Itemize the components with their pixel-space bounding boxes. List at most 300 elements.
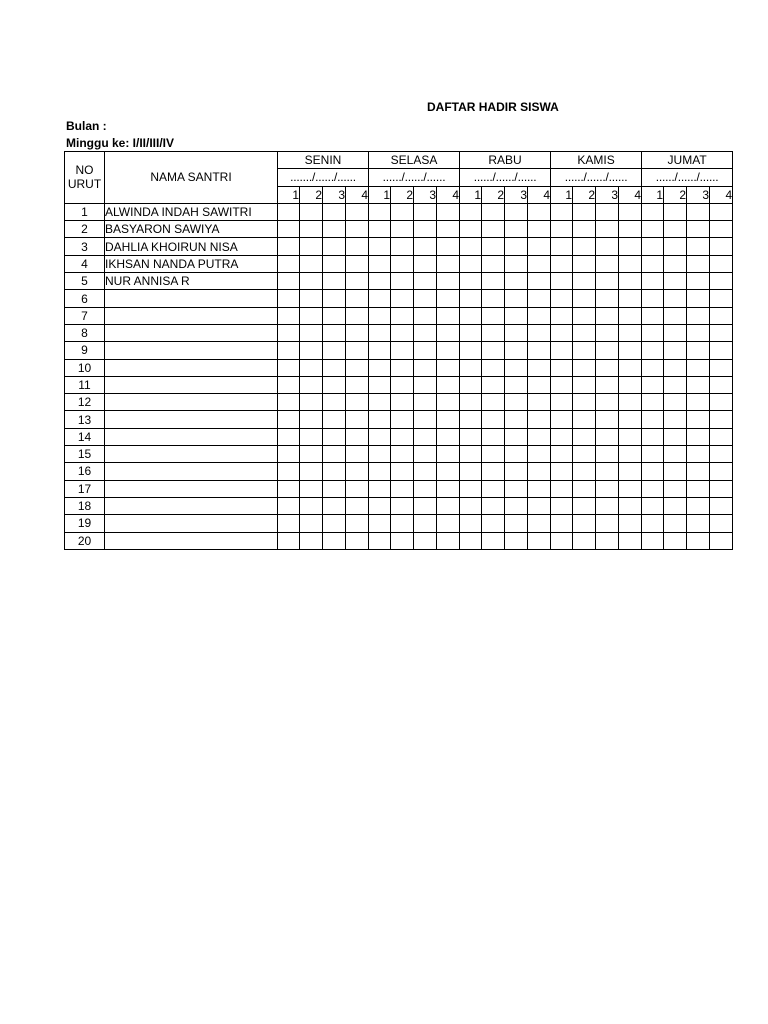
attendance-cell[interactable] bbox=[369, 446, 391, 463]
attendance-cell[interactable] bbox=[391, 324, 414, 341]
attendance-cell[interactable] bbox=[710, 515, 733, 532]
attendance-cell[interactable] bbox=[482, 359, 505, 376]
attendance-cell[interactable] bbox=[619, 359, 642, 376]
attendance-cell[interactable] bbox=[414, 376, 437, 393]
attendance-cell[interactable] bbox=[414, 515, 437, 532]
attendance-cell[interactable] bbox=[369, 411, 391, 428]
attendance-cell[interactable] bbox=[369, 255, 391, 272]
attendance-cell[interactable] bbox=[528, 221, 551, 238]
attendance-cell[interactable] bbox=[278, 255, 300, 272]
attendance-cell[interactable] bbox=[710, 359, 733, 376]
attendance-cell[interactable] bbox=[437, 273, 460, 290]
attendance-cell[interactable] bbox=[300, 342, 323, 359]
attendance-cell[interactable] bbox=[596, 394, 619, 411]
attendance-cell[interactable] bbox=[619, 376, 642, 393]
attendance-cell[interactable] bbox=[460, 342, 482, 359]
attendance-cell[interactable] bbox=[505, 342, 528, 359]
attendance-cell[interactable] bbox=[619, 255, 642, 272]
attendance-cell[interactable] bbox=[323, 238, 346, 255]
attendance-cell[interactable] bbox=[596, 515, 619, 532]
attendance-cell[interactable] bbox=[710, 255, 733, 272]
attendance-cell[interactable] bbox=[414, 359, 437, 376]
attendance-cell[interactable] bbox=[391, 532, 414, 549]
attendance-cell[interactable] bbox=[482, 307, 505, 324]
attendance-cell[interactable] bbox=[528, 497, 551, 514]
attendance-cell[interactable] bbox=[391, 515, 414, 532]
attendance-cell[interactable] bbox=[710, 307, 733, 324]
attendance-cell[interactable] bbox=[323, 463, 346, 480]
attendance-cell[interactable] bbox=[687, 515, 710, 532]
attendance-cell[interactable] bbox=[437, 324, 460, 341]
attendance-cell[interactable] bbox=[528, 203, 551, 220]
attendance-cell[interactable] bbox=[664, 376, 687, 393]
attendance-cell[interactable] bbox=[300, 376, 323, 393]
attendance-cell[interactable] bbox=[278, 221, 300, 238]
attendance-cell[interactable] bbox=[642, 463, 664, 480]
attendance-cell[interactable] bbox=[505, 359, 528, 376]
attendance-cell[interactable] bbox=[323, 342, 346, 359]
attendance-cell[interactable] bbox=[414, 203, 437, 220]
attendance-cell[interactable] bbox=[391, 255, 414, 272]
attendance-cell[interactable] bbox=[482, 480, 505, 497]
attendance-cell[interactable] bbox=[596, 255, 619, 272]
attendance-cell[interactable] bbox=[642, 497, 664, 514]
attendance-cell[interactable] bbox=[642, 238, 664, 255]
attendance-cell[interactable] bbox=[642, 273, 664, 290]
attendance-cell[interactable] bbox=[437, 532, 460, 549]
attendance-cell[interactable] bbox=[687, 255, 710, 272]
attendance-cell[interactable] bbox=[528, 411, 551, 428]
attendance-cell[interactable] bbox=[710, 480, 733, 497]
attendance-cell[interactable] bbox=[369, 515, 391, 532]
attendance-cell[interactable] bbox=[642, 480, 664, 497]
attendance-cell[interactable] bbox=[414, 290, 437, 307]
attendance-cell[interactable] bbox=[528, 446, 551, 463]
attendance-cell[interactable] bbox=[323, 376, 346, 393]
attendance-cell[interactable] bbox=[482, 342, 505, 359]
attendance-cell[interactable] bbox=[346, 307, 369, 324]
attendance-cell[interactable] bbox=[642, 324, 664, 341]
attendance-cell[interactable] bbox=[300, 411, 323, 428]
attendance-cell[interactable] bbox=[482, 515, 505, 532]
student-name[interactable] bbox=[105, 497, 278, 514]
attendance-cell[interactable] bbox=[573, 290, 596, 307]
attendance-cell[interactable] bbox=[369, 394, 391, 411]
attendance-cell[interactable] bbox=[551, 428, 573, 445]
attendance-cell[interactable] bbox=[505, 376, 528, 393]
attendance-cell[interactable] bbox=[278, 376, 300, 393]
attendance-cell[interactable] bbox=[528, 255, 551, 272]
attendance-cell[interactable] bbox=[278, 532, 300, 549]
student-name[interactable] bbox=[105, 376, 278, 393]
attendance-cell[interactable] bbox=[346, 273, 369, 290]
attendance-cell[interactable] bbox=[619, 394, 642, 411]
attendance-cell[interactable] bbox=[551, 290, 573, 307]
attendance-cell[interactable] bbox=[710, 342, 733, 359]
attendance-cell[interactable] bbox=[687, 463, 710, 480]
student-name[interactable] bbox=[105, 290, 278, 307]
attendance-cell[interactable] bbox=[482, 324, 505, 341]
attendance-cell[interactable] bbox=[346, 255, 369, 272]
attendance-cell[interactable] bbox=[505, 497, 528, 514]
attendance-cell[interactable] bbox=[573, 307, 596, 324]
attendance-cell[interactable] bbox=[414, 394, 437, 411]
attendance-cell[interactable] bbox=[391, 342, 414, 359]
attendance-cell[interactable] bbox=[664, 428, 687, 445]
attendance-cell[interactable] bbox=[278, 411, 300, 428]
student-name[interactable] bbox=[105, 324, 278, 341]
attendance-cell[interactable] bbox=[437, 203, 460, 220]
attendance-cell[interactable] bbox=[687, 290, 710, 307]
attendance-cell[interactable] bbox=[710, 221, 733, 238]
student-name[interactable] bbox=[105, 446, 278, 463]
student-name[interactable]: IKHSAN NANDA PUTRA bbox=[105, 255, 278, 272]
attendance-cell[interactable] bbox=[664, 342, 687, 359]
student-name[interactable] bbox=[105, 394, 278, 411]
attendance-cell[interactable] bbox=[391, 290, 414, 307]
attendance-cell[interactable] bbox=[346, 515, 369, 532]
attendance-cell[interactable] bbox=[346, 221, 369, 238]
attendance-cell[interactable] bbox=[278, 515, 300, 532]
attendance-cell[interactable] bbox=[369, 480, 391, 497]
attendance-cell[interactable] bbox=[300, 480, 323, 497]
attendance-cell[interactable] bbox=[391, 394, 414, 411]
attendance-cell[interactable] bbox=[551, 203, 573, 220]
student-name[interactable] bbox=[105, 532, 278, 549]
attendance-cell[interactable] bbox=[414, 307, 437, 324]
attendance-cell[interactable] bbox=[710, 324, 733, 341]
attendance-cell[interactable] bbox=[664, 411, 687, 428]
attendance-cell[interactable] bbox=[460, 515, 482, 532]
attendance-cell[interactable] bbox=[596, 446, 619, 463]
attendance-cell[interactable] bbox=[642, 255, 664, 272]
attendance-cell[interactable] bbox=[391, 497, 414, 514]
attendance-cell[interactable] bbox=[346, 238, 369, 255]
attendance-cell[interactable] bbox=[369, 203, 391, 220]
attendance-cell[interactable] bbox=[278, 342, 300, 359]
attendance-cell[interactable] bbox=[369, 359, 391, 376]
attendance-cell[interactable] bbox=[664, 532, 687, 549]
attendance-cell[interactable] bbox=[460, 324, 482, 341]
attendance-cell[interactable] bbox=[300, 446, 323, 463]
attendance-cell[interactable] bbox=[482, 203, 505, 220]
attendance-cell[interactable] bbox=[369, 532, 391, 549]
attendance-cell[interactable] bbox=[619, 497, 642, 514]
student-name[interactable] bbox=[105, 480, 278, 497]
attendance-cell[interactable] bbox=[278, 203, 300, 220]
attendance-cell[interactable] bbox=[664, 238, 687, 255]
attendance-cell[interactable] bbox=[505, 307, 528, 324]
student-name[interactable] bbox=[105, 463, 278, 480]
attendance-cell[interactable] bbox=[323, 221, 346, 238]
attendance-cell[interactable] bbox=[619, 515, 642, 532]
attendance-cell[interactable] bbox=[642, 359, 664, 376]
attendance-cell[interactable] bbox=[323, 394, 346, 411]
attendance-cell[interactable] bbox=[664, 497, 687, 514]
student-name[interactable]: BASYARON SAWIYA bbox=[105, 221, 278, 238]
attendance-cell[interactable] bbox=[278, 428, 300, 445]
attendance-cell[interactable] bbox=[278, 238, 300, 255]
attendance-cell[interactable] bbox=[642, 515, 664, 532]
attendance-cell[interactable] bbox=[619, 446, 642, 463]
attendance-cell[interactable] bbox=[596, 324, 619, 341]
attendance-cell[interactable] bbox=[460, 428, 482, 445]
attendance-cell[interactable] bbox=[642, 376, 664, 393]
attendance-cell[interactable] bbox=[323, 428, 346, 445]
attendance-cell[interactable] bbox=[437, 342, 460, 359]
attendance-cell[interactable] bbox=[687, 497, 710, 514]
attendance-cell[interactable] bbox=[596, 273, 619, 290]
attendance-cell[interactable] bbox=[482, 221, 505, 238]
attendance-cell[interactable] bbox=[619, 463, 642, 480]
attendance-cell[interactable] bbox=[596, 532, 619, 549]
attendance-cell[interactable] bbox=[505, 411, 528, 428]
attendance-cell[interactable] bbox=[391, 203, 414, 220]
attendance-cell[interactable] bbox=[437, 463, 460, 480]
attendance-cell[interactable] bbox=[573, 273, 596, 290]
attendance-cell[interactable] bbox=[391, 221, 414, 238]
attendance-cell[interactable] bbox=[300, 359, 323, 376]
attendance-cell[interactable] bbox=[346, 376, 369, 393]
attendance-cell[interactable] bbox=[573, 255, 596, 272]
attendance-cell[interactable] bbox=[528, 342, 551, 359]
attendance-cell[interactable] bbox=[460, 238, 482, 255]
attendance-cell[interactable] bbox=[664, 515, 687, 532]
attendance-cell[interactable] bbox=[278, 359, 300, 376]
attendance-cell[interactable] bbox=[664, 463, 687, 480]
attendance-cell[interactable] bbox=[300, 273, 323, 290]
attendance-cell[interactable] bbox=[437, 428, 460, 445]
attendance-cell[interactable] bbox=[664, 203, 687, 220]
attendance-cell[interactable] bbox=[664, 359, 687, 376]
attendance-cell[interactable] bbox=[278, 480, 300, 497]
attendance-cell[interactable] bbox=[460, 411, 482, 428]
attendance-cell[interactable] bbox=[505, 394, 528, 411]
attendance-cell[interactable] bbox=[482, 255, 505, 272]
attendance-cell[interactable] bbox=[323, 411, 346, 428]
attendance-cell[interactable] bbox=[687, 446, 710, 463]
attendance-cell[interactable] bbox=[619, 532, 642, 549]
attendance-cell[interactable] bbox=[573, 428, 596, 445]
attendance-cell[interactable] bbox=[323, 255, 346, 272]
attendance-cell[interactable] bbox=[323, 273, 346, 290]
attendance-cell[interactable] bbox=[346, 497, 369, 514]
attendance-cell[interactable] bbox=[642, 221, 664, 238]
attendance-cell[interactable] bbox=[664, 290, 687, 307]
attendance-cell[interactable] bbox=[619, 480, 642, 497]
attendance-cell[interactable] bbox=[391, 411, 414, 428]
attendance-cell[interactable] bbox=[300, 428, 323, 445]
attendance-cell[interactable] bbox=[482, 394, 505, 411]
attendance-cell[interactable] bbox=[437, 238, 460, 255]
attendance-cell[interactable] bbox=[710, 203, 733, 220]
attendance-cell[interactable] bbox=[482, 290, 505, 307]
attendance-cell[interactable] bbox=[278, 394, 300, 411]
attendance-cell[interactable] bbox=[505, 290, 528, 307]
attendance-cell[interactable] bbox=[710, 497, 733, 514]
attendance-cell[interactable] bbox=[460, 221, 482, 238]
attendance-cell[interactable] bbox=[596, 463, 619, 480]
attendance-cell[interactable] bbox=[414, 480, 437, 497]
attendance-cell[interactable] bbox=[596, 221, 619, 238]
attendance-cell[interactable] bbox=[323, 307, 346, 324]
attendance-cell[interactable] bbox=[551, 255, 573, 272]
attendance-cell[interactable] bbox=[278, 273, 300, 290]
attendance-cell[interactable] bbox=[414, 411, 437, 428]
attendance-cell[interactable] bbox=[551, 532, 573, 549]
attendance-cell[interactable] bbox=[710, 428, 733, 445]
attendance-cell[interactable] bbox=[664, 221, 687, 238]
attendance-cell[interactable] bbox=[323, 515, 346, 532]
attendance-cell[interactable] bbox=[551, 497, 573, 514]
attendance-cell[interactable] bbox=[687, 394, 710, 411]
attendance-cell[interactable] bbox=[687, 359, 710, 376]
attendance-cell[interactable] bbox=[460, 255, 482, 272]
attendance-cell[interactable] bbox=[323, 359, 346, 376]
attendance-cell[interactable] bbox=[619, 324, 642, 341]
attendance-cell[interactable] bbox=[300, 532, 323, 549]
attendance-cell[interactable] bbox=[460, 532, 482, 549]
student-name[interactable]: NUR ANNISA R bbox=[105, 273, 278, 290]
attendance-cell[interactable] bbox=[619, 273, 642, 290]
attendance-cell[interactable] bbox=[505, 446, 528, 463]
attendance-cell[interactable] bbox=[642, 394, 664, 411]
attendance-cell[interactable] bbox=[482, 446, 505, 463]
attendance-cell[interactable] bbox=[414, 446, 437, 463]
attendance-cell[interactable] bbox=[687, 480, 710, 497]
attendance-cell[interactable] bbox=[551, 480, 573, 497]
attendance-cell[interactable] bbox=[482, 532, 505, 549]
attendance-cell[interactable] bbox=[460, 463, 482, 480]
attendance-cell[interactable] bbox=[414, 324, 437, 341]
attendance-cell[interactable] bbox=[346, 394, 369, 411]
attendance-cell[interactable] bbox=[346, 359, 369, 376]
attendance-cell[interactable] bbox=[687, 342, 710, 359]
attendance-cell[interactable] bbox=[460, 273, 482, 290]
attendance-cell[interactable] bbox=[414, 497, 437, 514]
attendance-cell[interactable] bbox=[551, 359, 573, 376]
attendance-cell[interactable] bbox=[505, 238, 528, 255]
attendance-cell[interactable] bbox=[596, 307, 619, 324]
attendance-cell[interactable] bbox=[619, 342, 642, 359]
attendance-cell[interactable] bbox=[414, 273, 437, 290]
attendance-cell[interactable] bbox=[528, 428, 551, 445]
attendance-cell[interactable] bbox=[505, 203, 528, 220]
attendance-cell[interactable] bbox=[460, 376, 482, 393]
attendance-cell[interactable] bbox=[346, 446, 369, 463]
attendance-cell[interactable] bbox=[687, 324, 710, 341]
attendance-cell[interactable] bbox=[300, 221, 323, 238]
attendance-cell[interactable] bbox=[437, 515, 460, 532]
attendance-cell[interactable] bbox=[505, 324, 528, 341]
attendance-cell[interactable] bbox=[642, 307, 664, 324]
attendance-cell[interactable] bbox=[437, 307, 460, 324]
attendance-cell[interactable] bbox=[528, 359, 551, 376]
attendance-cell[interactable] bbox=[300, 255, 323, 272]
student-name[interactable] bbox=[105, 411, 278, 428]
attendance-cell[interactable] bbox=[573, 376, 596, 393]
attendance-cell[interactable] bbox=[619, 307, 642, 324]
attendance-cell[interactable] bbox=[596, 203, 619, 220]
attendance-cell[interactable] bbox=[346, 463, 369, 480]
attendance-cell[interactable] bbox=[460, 446, 482, 463]
attendance-cell[interactable] bbox=[573, 480, 596, 497]
attendance-cell[interactable] bbox=[323, 532, 346, 549]
attendance-cell[interactable] bbox=[596, 411, 619, 428]
attendance-cell[interactable] bbox=[710, 532, 733, 549]
attendance-cell[interactable] bbox=[551, 342, 573, 359]
attendance-cell[interactable] bbox=[482, 238, 505, 255]
attendance-cell[interactable] bbox=[551, 515, 573, 532]
attendance-cell[interactable] bbox=[573, 394, 596, 411]
attendance-cell[interactable] bbox=[346, 428, 369, 445]
attendance-cell[interactable] bbox=[369, 238, 391, 255]
attendance-cell[interactable] bbox=[551, 446, 573, 463]
attendance-cell[interactable] bbox=[323, 290, 346, 307]
attendance-cell[interactable] bbox=[278, 307, 300, 324]
attendance-cell[interactable] bbox=[323, 480, 346, 497]
attendance-cell[interactable] bbox=[505, 221, 528, 238]
attendance-cell[interactable] bbox=[596, 497, 619, 514]
attendance-cell[interactable] bbox=[369, 376, 391, 393]
attendance-cell[interactable] bbox=[551, 273, 573, 290]
attendance-cell[interactable] bbox=[642, 203, 664, 220]
attendance-cell[interactable] bbox=[551, 307, 573, 324]
attendance-cell[interactable] bbox=[323, 497, 346, 514]
attendance-cell[interactable] bbox=[687, 203, 710, 220]
attendance-cell[interactable] bbox=[369, 324, 391, 341]
attendance-cell[interactable] bbox=[528, 290, 551, 307]
attendance-cell[interactable] bbox=[551, 221, 573, 238]
attendance-cell[interactable] bbox=[551, 376, 573, 393]
attendance-cell[interactable] bbox=[596, 342, 619, 359]
attendance-cell[interactable] bbox=[414, 342, 437, 359]
attendance-cell[interactable] bbox=[573, 532, 596, 549]
attendance-cell[interactable] bbox=[437, 290, 460, 307]
attendance-cell[interactable] bbox=[414, 428, 437, 445]
attendance-cell[interactable] bbox=[551, 411, 573, 428]
attendance-cell[interactable] bbox=[573, 497, 596, 514]
attendance-cell[interactable] bbox=[710, 446, 733, 463]
attendance-cell[interactable] bbox=[687, 428, 710, 445]
student-name[interactable] bbox=[105, 307, 278, 324]
attendance-cell[interactable] bbox=[505, 532, 528, 549]
attendance-cell[interactable] bbox=[573, 221, 596, 238]
attendance-cell[interactable] bbox=[687, 376, 710, 393]
attendance-cell[interactable] bbox=[482, 463, 505, 480]
attendance-cell[interactable] bbox=[505, 480, 528, 497]
attendance-cell[interactable] bbox=[664, 255, 687, 272]
attendance-cell[interactable] bbox=[323, 203, 346, 220]
attendance-cell[interactable] bbox=[300, 307, 323, 324]
attendance-cell[interactable] bbox=[437, 394, 460, 411]
attendance-cell[interactable] bbox=[710, 394, 733, 411]
attendance-cell[interactable] bbox=[391, 428, 414, 445]
attendance-cell[interactable] bbox=[437, 359, 460, 376]
attendance-cell[interactable] bbox=[460, 203, 482, 220]
attendance-cell[interactable] bbox=[278, 463, 300, 480]
attendance-cell[interactable] bbox=[687, 221, 710, 238]
attendance-cell[interactable] bbox=[414, 221, 437, 238]
attendance-cell[interactable] bbox=[482, 411, 505, 428]
attendance-cell[interactable] bbox=[369, 290, 391, 307]
attendance-cell[interactable] bbox=[710, 463, 733, 480]
attendance-cell[interactable] bbox=[505, 515, 528, 532]
attendance-cell[interactable] bbox=[528, 394, 551, 411]
attendance-cell[interactable] bbox=[528, 463, 551, 480]
attendance-cell[interactable] bbox=[391, 463, 414, 480]
attendance-cell[interactable] bbox=[391, 480, 414, 497]
